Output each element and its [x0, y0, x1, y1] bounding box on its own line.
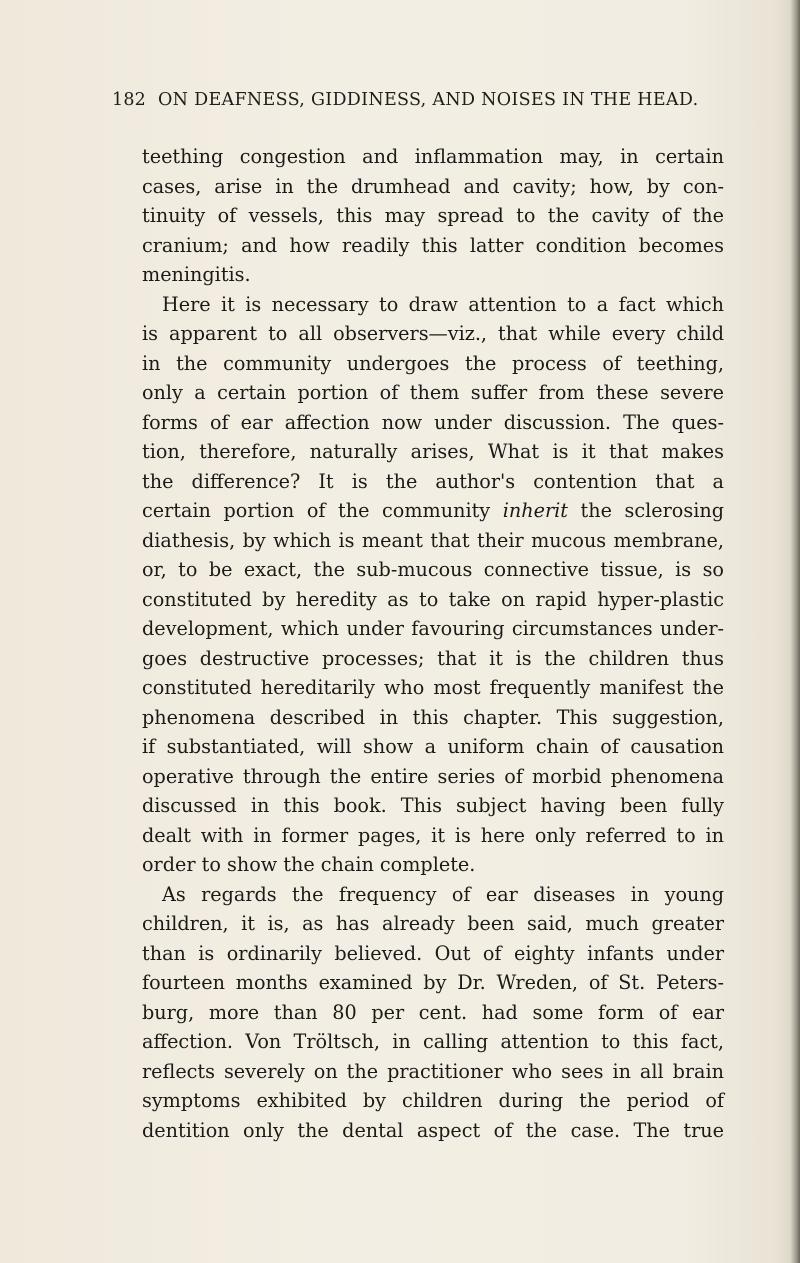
text-line: tion, therefore, naturally arises, What is it that makes	[142, 440, 724, 463]
text-line: only a certain portion of them suffer from these severe	[142, 381, 724, 404]
page-edge-shadow	[790, 0, 800, 1263]
text-line: if substantiated, will show a uniform chain of causation	[142, 735, 724, 758]
body-text	[142, 142, 724, 1145]
text-line: forms of ear affection now under discussion. The ques-	[142, 410, 724, 434]
text-line: affection. Von Tröltsch, in calling attention to this fact,	[142, 1030, 724, 1053]
running-title: ON DEAFNESS, GIDDINESS, AND NOISES IN THE HEAD.	[158, 90, 699, 110]
text-line: dentition only the dental aspect of the case. The true	[142, 1118, 724, 1142]
text-line: teething congestion and inflammation may, in certain	[142, 145, 724, 168]
text-line: tinuity of vessels, this may spread to the cavity of the	[142, 204, 724, 227]
text-line: diathesis, by which is meant that their mucous membrane,	[142, 528, 724, 552]
text-line: As regards the frequency of ear diseases in young	[162, 882, 724, 906]
text-segment: certain portion of the community	[142, 499, 491, 522]
text-line: burg, more than 80 per cent. had some form of ear	[142, 1000, 724, 1024]
text-line: reflects severely on the practitioner who sees in all brain	[142, 1059, 724, 1083]
emphasis-inherit: inherit	[502, 499, 568, 522]
text-line: fourteen months examined by Dr. Wreden, of St. Peters-	[142, 971, 724, 994]
text-line: cranium; and how readily this latter condition becomes	[142, 233, 724, 257]
text-line: children, it is, as has already been said, much greater	[142, 912, 724, 935]
text-line: is apparent to all observers—viz., that while every child	[142, 322, 724, 345]
text-line: order to show the chain complete.	[142, 853, 476, 876]
text-line: in the community undergoes the process of teething,	[142, 351, 724, 375]
page-number: 182	[112, 90, 147, 110]
text-line: dealt with in former pages, it is here only referred to in	[142, 823, 724, 847]
text-segment: the sclerosing	[580, 499, 724, 522]
text-line: operative through the entire series of morbid phenomena	[142, 764, 724, 788]
text-line: goes destructive processes; that it is the children thus	[142, 646, 724, 670]
text-line: constituted hereditarily who most frequently manifest the	[142, 676, 724, 699]
text-line: symptoms exhibited by children during the period of	[142, 1089, 724, 1112]
text-line: discussed in this book. This subject having been fully	[142, 794, 724, 817]
text-line-with-emphasis	[142, 496, 724, 526]
text-line: development, which under favouring circumstances under-	[142, 617, 724, 640]
text-line: constituted by heredity as to take on rapid hyper-plastic	[142, 587, 724, 611]
text-line: or, to be exact, the sub-mucous connective tissue, is so	[142, 558, 724, 581]
text-line: the difference? It is the author's contention that a	[142, 469, 724, 493]
text-line: meningitis.	[142, 263, 251, 286]
running-header	[112, 90, 712, 110]
text-line: phenomena described in this chapter. This suggestion,	[142, 705, 724, 729]
text-line: Here it is necessary to draw attention to a fact which	[162, 292, 724, 316]
text-line: than is ordinarily believed. Out of eighty infants under	[142, 941, 724, 965]
text-line: cases, arise in the drumhead and cavity; how, by con-	[142, 174, 724, 198]
